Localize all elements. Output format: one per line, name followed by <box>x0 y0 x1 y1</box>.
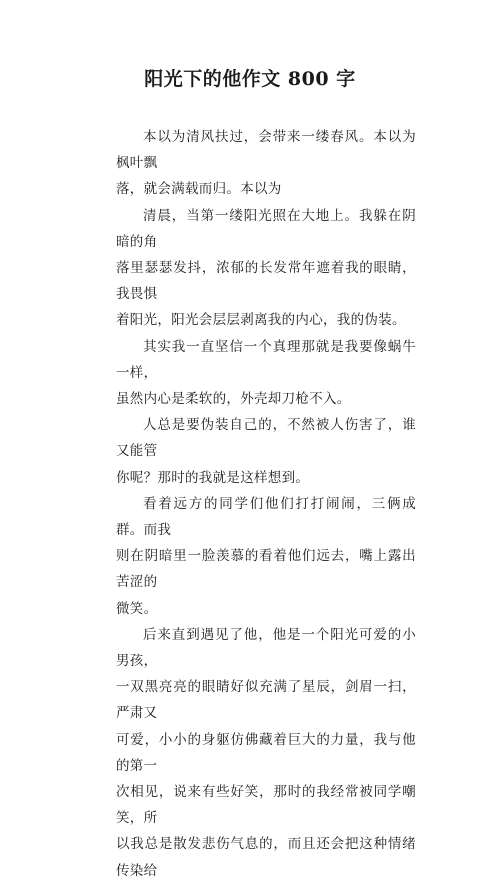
text-line: 微笑。 <box>116 600 158 617</box>
paragraph-3 <box>116 334 416 413</box>
text-line: 落里瑟瑟发抖，浓郁的长发常年遮着我的眼睛，我畏惧 <box>116 260 416 303</box>
paragraph-5 <box>116 491 416 622</box>
paragraph-4 <box>116 412 416 491</box>
text-line: 人总是要伪装自己的，不然被人伤害了，谁又能管 <box>116 417 416 460</box>
paragraph-6 <box>116 622 416 884</box>
text-line: 虽然内心是柔软的，外壳却刀枪不入。 <box>116 391 351 408</box>
paragraph-2 <box>116 203 416 334</box>
text-line: 一双黑亮亮的眼睛好似充满了星辰，剑眉一扫，严肃又 <box>116 679 416 722</box>
text-line: 本以为清风扶过，会带来一缕春风。本以为枫叶飘 <box>116 129 416 172</box>
text-line: 则在阴暗里一脸羡慕的看着他们远去，嘴上露出苦涩的 <box>116 548 416 591</box>
text-line: 可爱，小小的身躯仿佛藏着巨大的力量，我与他的第一 <box>116 731 416 774</box>
text-line: 其实我一直坚信一个真理那就是我要像蜗牛一样， <box>116 338 416 381</box>
text-line: 以我总是散发悲伤气息的，而且还会把这种情绪传染给 <box>116 836 416 879</box>
text-line: 清晨，当第一缕阳光照在大地上。我躲在阴暗的角 <box>116 207 416 250</box>
text-line: 落，就会满载而归。本以为 <box>116 181 282 198</box>
paragraph-1 <box>116 124 416 203</box>
text-line: 着阳光，阳光会层层剥离我的内心，我的伪装。 <box>116 312 406 329</box>
text-line: 看着远方的同学们他们打打闹闹，三俩成群。而我 <box>116 495 416 539</box>
document-body <box>116 124 416 884</box>
text-line: 你呢？那时的我就是这样想到。 <box>116 469 310 486</box>
document-title: 阳光下的他作文 800 字 <box>144 68 356 90</box>
text-line: 次相见，说来有些好笑，那时的我经常被同学嘲笑，所 <box>116 784 416 827</box>
text-line: 后来直到遇见了他，他是一个阳光可爱的小男孩， <box>116 626 416 670</box>
